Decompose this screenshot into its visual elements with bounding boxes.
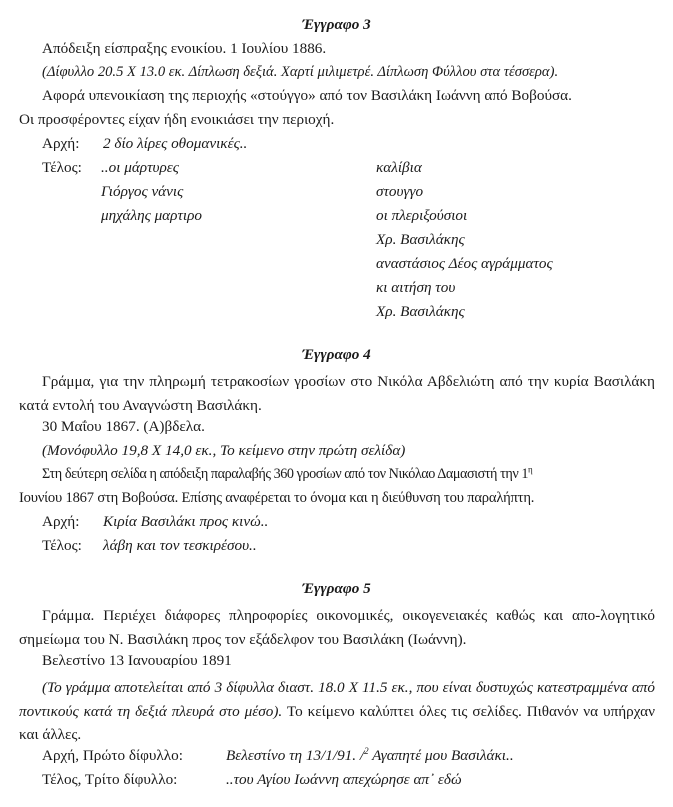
doc5-end-text: ..του Αγίου Ιωάννη απεχώρησε απ᾽ εδώ [226, 771, 462, 788]
doc4-title: Έγγραφο 4 [302, 346, 371, 363]
doc3-start-text: 2 δίο λίρες οθομανικές.. [103, 135, 248, 152]
doc5-title: Έγγραφο 5 [302, 580, 371, 597]
doc4-line2: (Μονόφυλλο 19,8 Χ 14,0 εκ., Το κείμενο στην πρώτη σελίδα) [42, 442, 406, 459]
doc3-end-col2-0: καλίβια [376, 159, 422, 176]
doc4-line1: 30 Μαΐου 1867. (Α)βδελα. [42, 418, 205, 435]
doc3-end-col2-1: στουγγο [376, 183, 424, 200]
doc4-start-text: Κιρία Βασιλάκι προς κινώ.. [103, 513, 269, 530]
doc3-end-col1-2: μηχάλης μαρτιρο [101, 207, 202, 224]
doc3-line1: Απόδειξη είσπραξης ενοικίου. 1 Ιουλίου 1886. [42, 40, 327, 57]
doc3-line2: (Δίφυλλο 20.5 Χ 13.0 εκ. Δίπλωση δεξιά. Χαρτί μιλιμετρέ. Δίπλωση Φύλλου στα τέσσερα). [42, 64, 559, 80]
doc5-paragraph1: Γράμμα. Περιέχει διάφορες πληροφορίες οικονομικές, οικογενειακές καθώς και απο-λογητικό σημείωμα του Ν. Βασιλάκη προς τον εξάδελφον του Βασιλάκη (Ιωάννη). [19, 607, 655, 648]
doc3-end-col1-1: Γιόργος νάνις [101, 183, 184, 200]
doc3-title: Έγγραφο 3 [302, 16, 371, 33]
doc3-start-label: Αρχή: [42, 135, 80, 152]
doc3-end-col2-2: οι πλεριξούσιοι [376, 207, 468, 224]
doc3-end-col2-5: κι αιτήση του [376, 279, 456, 296]
doc4-end-text: λάβη και τον τεσκιρέσου.. [103, 537, 257, 554]
doc5-line1: Βελεστίνο 13 Ιανουαρίου 1891 [42, 652, 232, 669]
doc5-paragraph2: (Το γράμμα αποτελείται από 3 δίφυλλα διαστ. 18.0 Χ 11.5 εκ., που είναι δυστυχώς κατεστραμμένα από ποντικούς κατά τη δεξιά πλευρά στο μέσο). Το κείμενο καλύπτει όλες τις σελίδες. Πιθανόν να υπήρχαν και άλλες. [19, 679, 655, 743]
doc5-start-text: Βελεστίνο τη 13/1/91. /$^2$ Αγαπητέ μου Βασιλάκι.. [226, 745, 514, 764]
doc3-end-col2-6: Χρ. Βασιλάκης [376, 303, 465, 320]
doc3-end-label: Τέλος: [42, 159, 82, 176]
doc3-end-col2-3: Χρ. Βασιλάκης [376, 231, 465, 248]
doc4-end-label: Τέλος: [42, 537, 82, 554]
doc4-paragraph2-line1: Στη δεύτερη σελίδα η απόδειξη παραλαβής 360 γροσίων από τον Νικόλαο Δαμασιστή την $1^\eta$ [42, 464, 533, 482]
doc3-line4: Οι προσφέροντες είχαν ήδη ενοικιάσει την περιοχή. [19, 111, 335, 128]
doc5-end-label: Τέλος, Τρίτο δίφυλλο: [42, 771, 178, 788]
doc5-start-label: Αρχή, Πρώτο δίφυλλο: [42, 747, 183, 764]
doc4-paragraph1: Γράμμα, για την πληρωμή τετρακοσίων γροσίων στο Νικόλα Αβδελιώτη από την κυρία Βασιλάκη κατά εντολή του Αναγνώστη Βασιλάκη. [19, 373, 655, 414]
doc4-start-label: Αρχή: [42, 513, 80, 530]
doc3-end-col1-0: ..οι μάρτυρες [101, 159, 179, 176]
doc3-line3: Αφορά υπενοικίαση της περιοχής «στούγγο» από τον Βασιλάκη Ιωάννη από Βοβούσα. [42, 87, 572, 104]
doc3-end-col2-4: αναστάσιος Δέος αγράμματος [376, 255, 553, 272]
doc4-paragraph2-line2: Ιουνίου 1867 στη Βοβούσα. Επίσης αναφέρεται το όνομα και η διεύθυνση του παραλήπτη. [19, 490, 535, 506]
